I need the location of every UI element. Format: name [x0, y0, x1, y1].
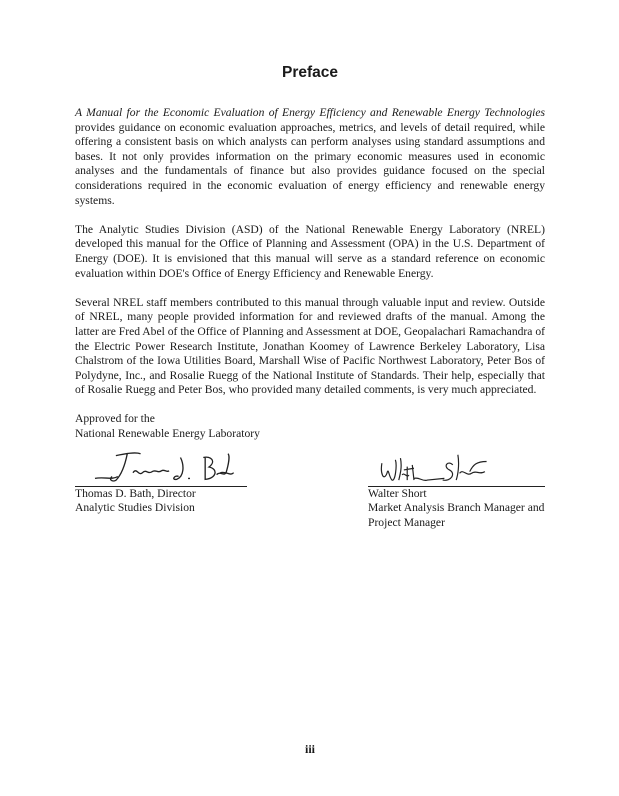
signature-short [368, 448, 503, 486]
signatory-name: Walter Short [368, 486, 427, 500]
page-number: iii [304, 742, 315, 756]
signature-row [75, 448, 545, 531]
approval-line-1: Approved for the [75, 412, 155, 426]
paragraph-intro-text: provides guidance on economic evaluation approaches, metrics, and levels of detail required, while offering a consistent basis on which analysts can perform analyses using standard assumptions and bases. It not only provides information on the primary economic measures used in economic analyses and the fundamentals of finance but also provides guidance focused on the special considerations required in the economic evaluation of energy efficiency and renewable energy systems. [75, 120, 545, 207]
signatory-role: Analytic Studies Division [75, 501, 195, 515]
paragraph-asd: The Analytic Studies Division (ASD) of the National Renewable Energy Laboratory (NREL) developed this manual for the Office of Planning and Assessment (OPA) in the U.S. Department of Energy (DOE). It is envisioned that this manual will serve as a standard reference on economic evaluation within DOE's Office of Energy Efficiency and Renewable Energy. [75, 222, 545, 280]
approval-line-2: National Renewable Energy Laboratory [75, 427, 260, 441]
paragraph-intro [75, 106, 545, 208]
approval-statement [75, 412, 545, 441]
manual-title: A Manual for the Economic Evaluation of Energy Efficiency and Renewable Energy Technologies [75, 106, 545, 119]
signatory-role-continued: Project Manager [368, 515, 445, 529]
signatory-role: Market Analysis Branch Manager and [368, 501, 545, 515]
signature-block-bath [75, 448, 247, 531]
signatory-name: Thomas D. Bath, Director [75, 486, 196, 500]
signature-bath [75, 448, 247, 486]
page-title: Preface [281, 64, 338, 81]
paragraph-acknowledgements: Several NREL staff members contributed to this manual through valuable input and review. Outside of NREL, many people provided information for and reviewed drafts of the manual. Among the latter are Fred Abel of the Office of Planning and Assessment at DOE, Geopalachari Ramachandra of the Electric Power Research Institute, Jonathan Koomey of Lawrence Berkeley Laboratory, Lisa Chalstrom of the Iowa Utilities Board, Marshall Wise of Pacific Northwest Laboratory, Peter Bos of Polydyne, Inc., and Rosalie Ruegg of the National Institute of Standards. Their help, especially that of Rosalie Ruegg and Peter Bos, who provided many detailed comments, is very much appreciated. [75, 295, 545, 397]
signature-block-short [368, 448, 545, 531]
preface-body [75, 106, 545, 398]
